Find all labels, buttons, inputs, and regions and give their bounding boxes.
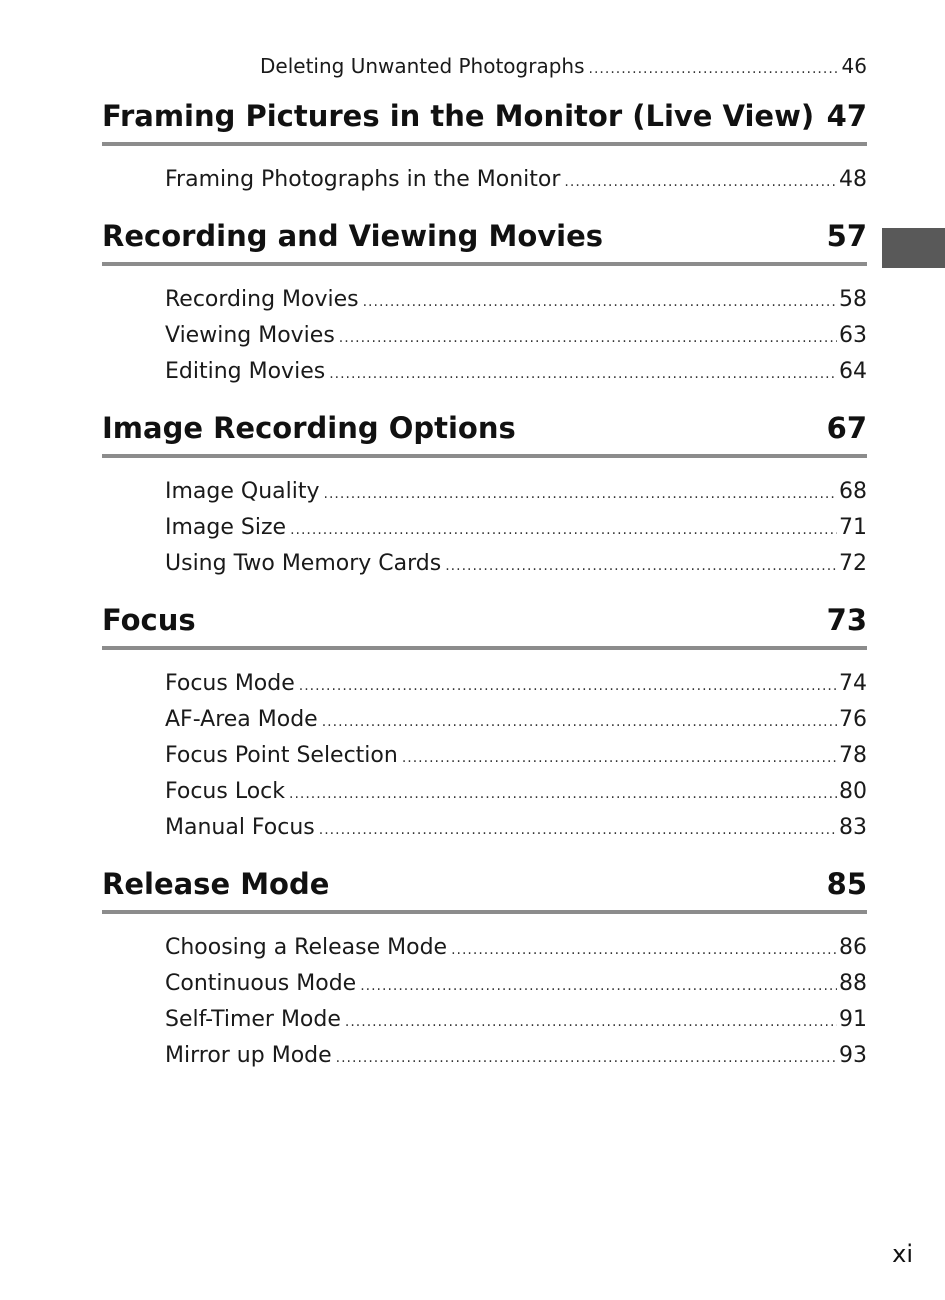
toc-entry[interactable] xyxy=(102,318,867,354)
toc-entry[interactable] xyxy=(102,510,867,546)
dot-leader xyxy=(451,932,837,968)
toc-entry-title: Manual Focus xyxy=(165,815,315,840)
toc-entry-page-number: 74 xyxy=(839,671,867,696)
section-heading-title: Framing Pictures in the Monitor (Live View) xyxy=(102,99,815,133)
toc-entry-page-number: 88 xyxy=(839,971,867,996)
toc-entry-title: Choosing a Release Mode xyxy=(165,935,448,960)
toc-entry[interactable] xyxy=(102,738,867,774)
toc-entry-title: Editing Movies xyxy=(165,359,326,384)
dot-leader xyxy=(360,968,837,1004)
toc-entry-title: Recording Movies xyxy=(165,287,359,312)
dot-leader xyxy=(402,740,837,776)
toc-entry-page-number: 72 xyxy=(839,551,867,576)
toc-entry[interactable] xyxy=(102,282,867,318)
toc-entry-page-number: 80 xyxy=(839,779,867,804)
dot-leader xyxy=(363,284,837,320)
page-folio: xi xyxy=(892,1240,913,1268)
toc-entry-title: Self-Timer Mode xyxy=(165,1007,341,1032)
toc-entry-page-number: 78 xyxy=(839,743,867,768)
section-heading-title: Release Mode xyxy=(102,867,330,901)
toc-entry-title: Deleting Unwanted Photographs xyxy=(260,54,585,78)
dot-leader xyxy=(336,1040,837,1076)
toc-entry-title: Focus Lock xyxy=(165,779,285,804)
dot-leader xyxy=(299,668,837,704)
toc-entry[interactable] xyxy=(102,1038,867,1074)
dot-leader xyxy=(345,1004,837,1040)
section-heading[interactable] xyxy=(102,96,867,146)
dot-leader xyxy=(339,320,837,356)
section-heading-page-number: 47 xyxy=(826,99,867,133)
section-heading[interactable] xyxy=(102,864,867,914)
toc-entry[interactable] xyxy=(102,930,867,966)
toc-entry[interactable] xyxy=(102,546,867,582)
toc-entry[interactable] xyxy=(102,162,867,198)
toc-entry-page-number: 83 xyxy=(839,815,867,840)
toc-entry-title: Viewing Movies xyxy=(165,323,335,348)
toc-entry-title: Mirror up Mode xyxy=(165,1043,332,1068)
toc-entry[interactable] xyxy=(102,48,867,84)
toc-entry-title: Continuous Mode xyxy=(165,971,357,996)
section-heading-page-number: 67 xyxy=(826,411,867,445)
section-heading[interactable] xyxy=(102,408,867,458)
dot-leader xyxy=(319,812,837,848)
toc-entry-page-number: 48 xyxy=(839,167,867,192)
toc-entry[interactable] xyxy=(102,774,867,810)
dot-leader xyxy=(290,512,837,548)
toc-entry-page-number: 46 xyxy=(841,54,867,78)
toc-entry-page-number: 64 xyxy=(839,359,867,384)
toc-entry-page-number: 86 xyxy=(839,935,867,960)
section-heading[interactable] xyxy=(102,600,867,650)
toc-entry-page-number: 76 xyxy=(839,707,867,732)
toc-entry-title: Focus Mode xyxy=(165,671,295,696)
toc-entry-page-number: 71 xyxy=(839,515,867,540)
toc-entry[interactable] xyxy=(102,474,867,510)
toc-entry-page-number: 68 xyxy=(839,479,867,504)
toc-entry-title: Image Quality xyxy=(165,479,320,504)
dot-leader xyxy=(589,51,840,87)
table-of-contents xyxy=(102,48,867,1074)
toc-entry-title: Image Size xyxy=(165,515,287,540)
toc-entry-page-number: 91 xyxy=(839,1007,867,1032)
section-heading-title: Image Recording Options xyxy=(102,411,516,445)
toc-entry-title: Using Two Memory Cards xyxy=(165,551,442,576)
toc-entry[interactable] xyxy=(102,810,867,846)
dot-leader xyxy=(289,776,837,812)
toc-entry-page-number: 63 xyxy=(839,323,867,348)
section-heading-page-number: 57 xyxy=(826,219,867,253)
toc-entry-page-number: 58 xyxy=(839,287,867,312)
section-heading-page-number: 73 xyxy=(826,603,867,637)
toc-entry[interactable] xyxy=(102,966,867,1002)
chapter-tab-marker xyxy=(882,228,945,268)
toc-entry[interactable] xyxy=(102,1002,867,1038)
toc-entry[interactable] xyxy=(102,702,867,738)
toc-entry-title: AF-Area Mode xyxy=(165,707,318,732)
dot-leader xyxy=(329,356,837,392)
toc-entry-page-number: 93 xyxy=(839,1043,867,1068)
dot-leader xyxy=(564,164,837,200)
section-heading-title: Recording and Viewing Movies xyxy=(102,219,604,253)
dot-leader xyxy=(445,548,837,584)
toc-entry-title: Focus Point Selection xyxy=(165,743,398,768)
section-heading-page-number: 85 xyxy=(826,867,867,901)
toc-entry[interactable] xyxy=(102,354,867,390)
section-heading[interactable] xyxy=(102,216,867,266)
toc-entry[interactable] xyxy=(102,666,867,702)
dot-leader xyxy=(324,476,837,512)
toc-entry-title: Framing Photographs in the Monitor xyxy=(165,167,561,192)
section-heading-title: Focus xyxy=(102,603,196,637)
dot-leader xyxy=(322,704,837,740)
